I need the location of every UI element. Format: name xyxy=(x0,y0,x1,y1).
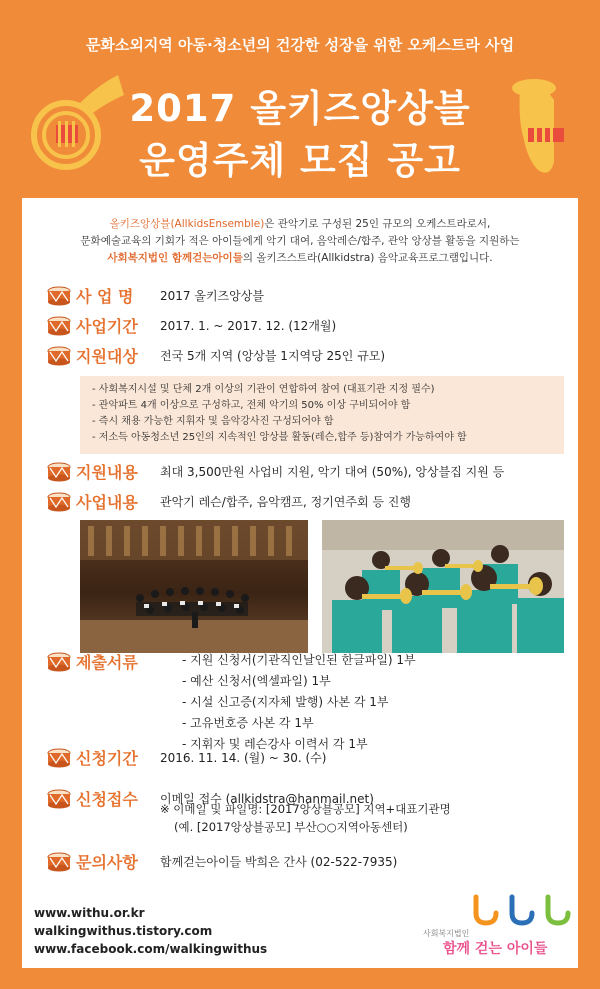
requirement-item: - 즉시 채용 가능한 지휘자 및 음악강사진 구성되어야 함 xyxy=(92,416,334,427)
drum-icon xyxy=(46,316,72,336)
drum-icon xyxy=(46,852,72,872)
documents-label: 제출서류 xyxy=(76,653,138,672)
content-value: 관악기 레슨/합주, 음악캠프, 정기연주회 등 진행 xyxy=(160,495,411,509)
document-item: - 시설 신고증(지자체 발행) 사본 각 1부 xyxy=(182,695,389,709)
document-item: - 지원 신청서(기관직인날인된 한글파일) 1부 xyxy=(182,653,416,667)
section-support xyxy=(46,460,504,483)
document-item: - 고유번호증 사본 각 1부 xyxy=(182,716,314,730)
period-label: 사업기간 xyxy=(76,317,138,336)
footer-links xyxy=(34,904,267,958)
section-target xyxy=(46,344,385,367)
intro-highlight-ensemble: 올키즈앙상블(AllkidsEnsemble) xyxy=(109,218,265,230)
section-period xyxy=(46,314,336,337)
support-value: 최대 3,500만원 사업비 지원, 악기 대여 (50%), 앙상블집 지원 등 xyxy=(160,465,505,479)
target-requirements-box xyxy=(80,376,564,454)
target-label: 지원대상 xyxy=(76,347,138,366)
org-type-label: 사회복지법인 xyxy=(423,929,470,938)
blog-link[interactable]: walkingwithus.tistory.com xyxy=(34,924,213,938)
apply-period-value: 2016. 11. 14. (월) ~ 30. (수) xyxy=(160,751,327,765)
intro-text xyxy=(22,216,578,267)
header-banner xyxy=(0,0,600,195)
section-documents xyxy=(46,650,154,673)
period-value: 2017. 1. ~ 2017. 12. (12개월) xyxy=(160,319,337,333)
page-title-line1: 2017 올키즈앙상블 xyxy=(129,87,471,130)
drum-icon xyxy=(46,286,72,306)
apply-note-filename: ※ 이메일 및 파일명: [2017앙상블공모] 지역+대표기관명 xyxy=(160,802,451,816)
drum-icon xyxy=(46,462,72,482)
target-value: 전국 5개 지역 (앙상블 1지역당 25인 규모) xyxy=(160,349,386,363)
intro-line3: 의 올키즈스트라(Allkidstra) 음악교육프로그램입니다. xyxy=(242,252,493,264)
website-link[interactable]: www.withu.or.kr xyxy=(34,906,145,920)
org-name: 함께 걷는 아이들 xyxy=(443,941,548,957)
requirement-item: - 사회복지시설 및 단체 2개 이상의 기관이 연합하여 참여 (대표기관 지정 필수) xyxy=(92,384,435,395)
intro-highlight-org: 사회복지법인 함께걷는아이들 xyxy=(107,252,243,264)
intro-line2: 문화예술교육의 기회가 적은 아이들에게 악기 대여, 음악레슨/합주, 관악 앙상블 활동을 지원하는 xyxy=(80,235,520,247)
apply-method-value: 이메일 접수 (allkidstra@hanmail.net) xyxy=(160,792,374,806)
intro-line1: 은 관악기로 구성된 25인 규모의 오케스트라로서, xyxy=(264,218,491,230)
apply-period-label: 신청기간 xyxy=(76,749,138,768)
page-title-line2: 운영주체 모집 공고 xyxy=(139,139,461,182)
section-business-name xyxy=(46,284,264,307)
content-label: 사업내용 xyxy=(76,493,138,512)
contact-value: 함께걷는아이들 박희은 간사 (02-522-7935) xyxy=(160,855,398,869)
section-contact xyxy=(46,850,397,873)
documents-list xyxy=(182,650,416,755)
requirement-item: - 저소득 아동청소년 25인의 지속적인 앙상블 활동(레슨,합주 등)참여가 가능하여야 함 xyxy=(92,432,467,443)
section-apply-period xyxy=(46,746,326,769)
trumpet-players-photo xyxy=(322,520,564,653)
requirement-item: - 관악파트 4개 이상으로 구성하고, 전체 악기의 50% 이상 구비되어야 함 xyxy=(92,400,411,411)
drum-icon xyxy=(46,748,72,768)
drum-icon xyxy=(46,346,72,366)
document-item: - 지휘자 및 레슨강사 이력서 각 1부 xyxy=(182,737,368,751)
drum-icon xyxy=(46,652,72,672)
drum-icon xyxy=(46,789,72,809)
business-name-value: 2017 올키즈앙상블 xyxy=(160,289,264,303)
section-content xyxy=(46,490,411,513)
facebook-link[interactable]: www.facebook.com/walkingwithus xyxy=(34,942,268,956)
apply-method-label: 신청접수 xyxy=(76,790,138,809)
content-card xyxy=(22,198,578,968)
drum-icon xyxy=(46,492,72,512)
contact-label: 문의사항 xyxy=(76,853,138,872)
apply-note-example: (예. [2017앙상블공모] 부산○○지역아동센터) xyxy=(174,820,408,834)
document-item: - 예산 신청서(엑셀파일) 1부 xyxy=(182,674,331,688)
business-name-label: 사 업 명 xyxy=(76,287,134,306)
support-label: 지원내용 xyxy=(76,463,138,482)
orchestra-concert-photo xyxy=(80,520,308,653)
header-subtitle: 문화소외지역 아동·청소년의 건강한 성장을 위한 오케스트라 사업 xyxy=(85,36,515,54)
